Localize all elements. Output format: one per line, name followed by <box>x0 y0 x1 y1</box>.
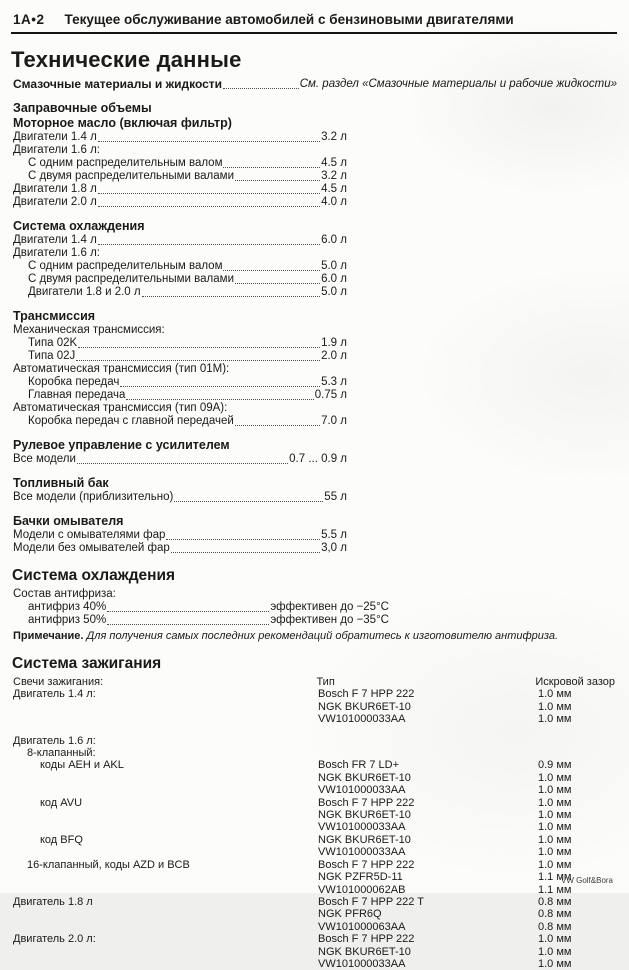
spec-row <box>13 170 347 183</box>
ignition-row <box>13 797 615 809</box>
page-header <box>13 8 615 27</box>
engine-label: 16-клапанный, коды AZD и BCB <box>27 858 190 871</box>
engine-label <box>13 946 318 958</box>
spec-value: 3.2 л <box>321 131 347 143</box>
plug-type: VW101000063AA <box>318 920 406 933</box>
ignition-row <box>13 884 615 896</box>
ignition-row <box>13 846 615 858</box>
spec-row <box>13 260 347 273</box>
ignition-row <box>13 908 615 920</box>
spec-label: Двигатели 1.6 л: <box>13 247 100 259</box>
dotted-leader <box>223 167 320 168</box>
spec-value: эффективен до −35°C <box>270 614 389 626</box>
section-antifreeze <box>13 567 615 643</box>
dotted-leader <box>98 141 320 142</box>
dotted-leader <box>174 501 323 502</box>
dotted-leader <box>223 270 320 271</box>
spec-value: 5.0 л <box>321 260 347 272</box>
antifreeze-rows <box>13 588 389 627</box>
spec-row <box>13 614 389 627</box>
spec-label: Все модели (приблизительно) <box>13 491 174 503</box>
spec-value: 3.2 л <box>321 170 347 182</box>
spark-gap: 1.1 мм <box>538 883 572 896</box>
spec-value: 0.75 л <box>314 389 347 401</box>
plug-type <box>318 735 538 747</box>
column-header-type: Тип <box>316 676 335 688</box>
ignition-row <box>13 821 615 833</box>
spec-row <box>13 337 347 350</box>
spec-label: Коробка передач <box>28 376 120 388</box>
section-heading: Топливный бак <box>13 476 109 490</box>
footer-model-label: VW Golf&Bora <box>560 876 613 885</box>
spark-gap: 1.0 мм <box>538 858 572 871</box>
spark-gap: 0.8 мм <box>538 895 572 908</box>
spec-row <box>13 588 389 601</box>
dotted-leader <box>223 88 299 89</box>
dotted-leader <box>76 360 320 361</box>
spec-label: Автоматическая трансмиссия (тип 01M): <box>13 363 230 375</box>
spark-gap: 1.0 мм <box>538 713 572 726</box>
plug-type: NGK PZFR5D-11 <box>318 871 403 884</box>
dotted-leader <box>235 283 320 284</box>
spec-row <box>13 183 347 196</box>
spec-value: 3,0 л <box>321 542 347 554</box>
lubricants-value: См. раздел «Смазочные материалы и рабочие жидкости» <box>299 78 617 90</box>
ignition-row <box>13 871 615 883</box>
ignition-rows <box>13 688 615 970</box>
plug-type: Bosch F 7 HPP 222 <box>318 796 415 809</box>
plug-type: VW101000033AA <box>318 846 406 859</box>
plug-type: VW101000033AA <box>318 784 406 797</box>
spec-row <box>13 363 347 376</box>
spec-label: Двигатели 1.4 л <box>13 234 97 246</box>
spark-gap: 1.0 мм <box>538 821 572 834</box>
engine-label <box>13 772 318 784</box>
spark-gap: 1.0 мм <box>538 784 572 797</box>
dotted-leader <box>78 347 320 348</box>
engine-label <box>13 958 318 970</box>
dotted-leader <box>98 193 320 194</box>
dotted-leader <box>98 206 320 207</box>
section-fuel-tank <box>13 476 615 504</box>
engine-label <box>13 884 318 896</box>
spark-gap: 0.8 мм <box>538 908 572 921</box>
engine-label <box>13 821 318 833</box>
spec-label: антифриз 50% <box>28 614 107 626</box>
section-heading: Система охлаждения <box>13 219 145 233</box>
washer-rows <box>13 529 347 555</box>
spec-value: 5.5 л <box>321 529 347 541</box>
spark-gap: 0.8 мм <box>538 920 572 933</box>
section-heading: Система охлаждения <box>12 567 176 584</box>
dotted-leader <box>126 399 313 400</box>
plug-type: NGK BKUR6ET-10 <box>318 771 411 784</box>
dotted-leader <box>235 425 320 426</box>
ignition-row <box>13 933 615 945</box>
spec-label: Типа 02J <box>28 350 76 362</box>
dotted-leader <box>235 180 320 181</box>
spec-label: Состав антифриза: <box>13 588 116 600</box>
ignition-row <box>13 834 615 846</box>
engine-label <box>13 784 318 796</box>
spec-label: Коробка передач с главной передачей <box>28 415 234 427</box>
capacities-rows <box>13 131 347 209</box>
spec-label: С одним распределительным валом <box>28 157 223 169</box>
plug-type: Bosch F 7 HPP 222 <box>318 933 415 946</box>
spark-gap: 1.0 мм <box>538 933 572 946</box>
spark-gap <box>538 735 615 747</box>
chapter-title: Текущее обслуживание автомобилей с бензиновыми двигателями <box>64 12 514 27</box>
spec-row <box>13 234 347 247</box>
section-steering <box>13 438 615 466</box>
ignition-table-header <box>13 676 615 688</box>
antifreeze-note <box>13 630 615 643</box>
dotted-leader <box>98 244 320 245</box>
ignition-row <box>13 896 615 908</box>
lubricants-row <box>13 78 617 91</box>
spec-label: Двигатели 1.8 и 2.0 л <box>28 286 141 298</box>
spec-label: Типа 02K <box>28 337 78 349</box>
spec-value: 5.3 л <box>321 376 347 388</box>
spec-row <box>13 415 347 428</box>
cooling-rows <box>13 234 347 299</box>
spec-label: Модели с омывателями фар <box>13 529 166 541</box>
ignition-row <box>13 784 615 796</box>
spark-gap <box>538 747 615 759</box>
page-title: Технические данные <box>11 47 242 72</box>
spec-row <box>13 157 347 170</box>
spec-value: 4.5 л <box>321 183 347 195</box>
note-text: Для получения самых последних рекомендаций обратитесь к изготовителю антифриза. <box>86 630 559 642</box>
spec-value: 7.0 л <box>321 415 347 427</box>
steering-rows <box>13 453 347 466</box>
dotted-leader <box>166 539 320 540</box>
engine-label: код BFQ <box>40 833 83 846</box>
ignition-row <box>13 688 615 700</box>
dotted-leader <box>142 296 321 297</box>
ignition-row <box>13 946 615 958</box>
spec-row <box>13 529 347 542</box>
section-washer <box>13 514 615 555</box>
column-header-gap: Искровой зазор <box>535 676 615 688</box>
plug-type: VW101000033AA <box>318 821 406 834</box>
plug-type: NGK PFR6Q <box>318 908 382 921</box>
plug-type: Bosch FR 7 LD+ <box>318 759 400 772</box>
dotted-leader <box>77 463 288 464</box>
transmission-rows <box>13 324 347 428</box>
spec-row <box>13 131 347 144</box>
spec-row <box>13 389 347 402</box>
section-heading: Трансмиссия <box>13 309 96 323</box>
header-rule <box>11 32 617 34</box>
spec-value: 1.9 л <box>321 337 347 349</box>
engine-label: коды AEH и AKL <box>40 759 124 772</box>
plug-type: VW101000062AB <box>318 883 406 896</box>
plug-type: VW101000033AA <box>318 713 406 726</box>
plug-type: NGK BKUR6ET-10 <box>318 700 411 713</box>
spec-value: 0.7 ... 0.9 л <box>289 453 347 465</box>
plug-type: NGK BKUR6ET-10 <box>318 809 411 822</box>
plug-type: Bosch F 7 HPP 222 T <box>318 895 424 908</box>
spec-label: Модели без омывателей фар <box>13 542 170 554</box>
spark-gap: 1.0 мм <box>538 771 572 784</box>
spec-label: Двигатели 2.0 л <box>13 196 97 208</box>
spec-value: 55 л <box>324 491 347 503</box>
spec-value: 4.0 л <box>321 196 347 208</box>
section-ignition <box>13 655 615 970</box>
dotted-leader <box>107 611 269 612</box>
spec-label: Двигатели 1.8 л <box>13 183 97 195</box>
section-transmission <box>13 309 615 428</box>
section-heading: Система зажигания <box>12 655 162 672</box>
engine-label: Двигатель 2.0 л: <box>13 933 96 946</box>
fuel-tank-rows <box>13 491 347 504</box>
spec-value: эффективен до −25°C <box>270 601 389 613</box>
spec-label: Механическая трансмиссия: <box>13 324 165 336</box>
spec-row <box>13 542 347 555</box>
spec-label: Двигатели 1.4 л <box>13 131 97 143</box>
engine-label <box>13 701 318 713</box>
spec-label: Все модели <box>13 453 76 465</box>
spark-gap: 1.0 мм <box>538 957 572 970</box>
spec-row <box>13 491 347 504</box>
spec-row <box>13 144 347 157</box>
engine-label <box>13 921 318 933</box>
ignition-row <box>13 809 615 821</box>
ignition-row <box>13 772 615 784</box>
spark-gap: 1.0 мм <box>538 833 572 846</box>
section-capacities <box>13 101 615 209</box>
spec-row <box>13 196 347 209</box>
spark-gap: 0.9 мм <box>538 759 572 772</box>
spec-value: 6.0 л <box>321 234 347 246</box>
plug-type: NGK BKUR6ET-10 <box>318 833 411 846</box>
column-header-plugs: Свечи зажигания: <box>13 676 104 688</box>
plug-type: Bosch F 7 HPP 222 <box>318 858 415 871</box>
spec-label: С одним распределительным валом <box>28 260 223 272</box>
spec-label: С двумя распределительными валами <box>28 170 234 182</box>
spec-row <box>13 286 347 299</box>
page-number: 1А•2 <box>13 12 45 27</box>
spec-row <box>13 324 347 337</box>
spark-gap: 1.0 мм <box>538 945 572 958</box>
spec-label: Двигатели 1.6 л: <box>13 144 100 156</box>
ignition-row <box>13 735 615 747</box>
spark-gap: 1.0 мм <box>538 809 572 822</box>
dotted-leader <box>120 386 320 387</box>
plug-type: Bosch F 7 HPP 222 <box>318 688 415 701</box>
ignition-row <box>13 921 615 933</box>
spec-row <box>13 376 347 389</box>
ignition-row <box>13 713 615 725</box>
ignition-row <box>13 701 615 713</box>
plug-type: NGK BKUR6ET-10 <box>318 945 411 958</box>
spec-value: 6.0 л <box>321 273 347 285</box>
plug-type <box>318 747 538 759</box>
dotted-leader <box>107 624 269 625</box>
dotted-leader <box>171 552 320 553</box>
section-heading: Бачки омывателя <box>13 514 124 528</box>
engine-label: 8-клапанный: <box>27 747 96 760</box>
spec-row <box>13 601 389 614</box>
spark-gap: 1.0 мм <box>538 700 572 713</box>
ignition-row <box>13 859 615 871</box>
section-heading: Рулевое управление с усилителем <box>13 438 230 452</box>
spec-value: 2.0 л <box>321 350 347 362</box>
spark-gap: 1.0 мм <box>538 796 572 809</box>
section-subheading: Моторное масло (включая фильтр) <box>13 116 232 130</box>
spark-gap: 1.0 мм <box>538 846 572 859</box>
spec-row <box>13 402 347 415</box>
lubricants-label: Смазочные материалы и жидкости <box>13 77 223 91</box>
spark-gap: 1.0 мм <box>538 688 572 701</box>
section-heading: Заправочные объемы <box>13 101 152 115</box>
spec-label: Главная передача <box>28 389 126 401</box>
engine-label: код AVU <box>40 796 83 809</box>
ignition-row <box>13 759 615 771</box>
ignition-row <box>13 747 615 759</box>
engine-label <box>13 908 318 920</box>
engine-label <box>13 846 318 858</box>
spec-row <box>13 350 347 363</box>
engine-label: Двигатель 1.6 л: <box>13 734 96 747</box>
spec-row <box>13 247 347 260</box>
note-label: Примечание. <box>13 630 84 642</box>
spec-label: Автоматическая трансмиссия (тип 09A): <box>13 402 228 414</box>
spec-row <box>13 453 347 466</box>
engine-label: Двигатель 1.4 л: <box>13 688 96 701</box>
spec-value: 5.0 л <box>321 286 347 298</box>
spec-value: 4.5 л <box>321 157 347 169</box>
ignition-row <box>13 958 615 970</box>
engine-label: Двигатель 1.8 л <box>13 895 93 908</box>
plug-type: VW101000033AA <box>318 957 406 970</box>
engine-label <box>13 713 318 725</box>
spark-gap: 1.1 мм <box>538 871 572 884</box>
spec-label: антифриз 40% <box>28 601 107 613</box>
spec-label: С двумя распределительными валами <box>28 273 234 285</box>
section-cooling-capacity <box>13 219 615 299</box>
engine-label <box>13 871 318 883</box>
spec-row <box>13 273 347 286</box>
engine-label <box>13 809 318 821</box>
